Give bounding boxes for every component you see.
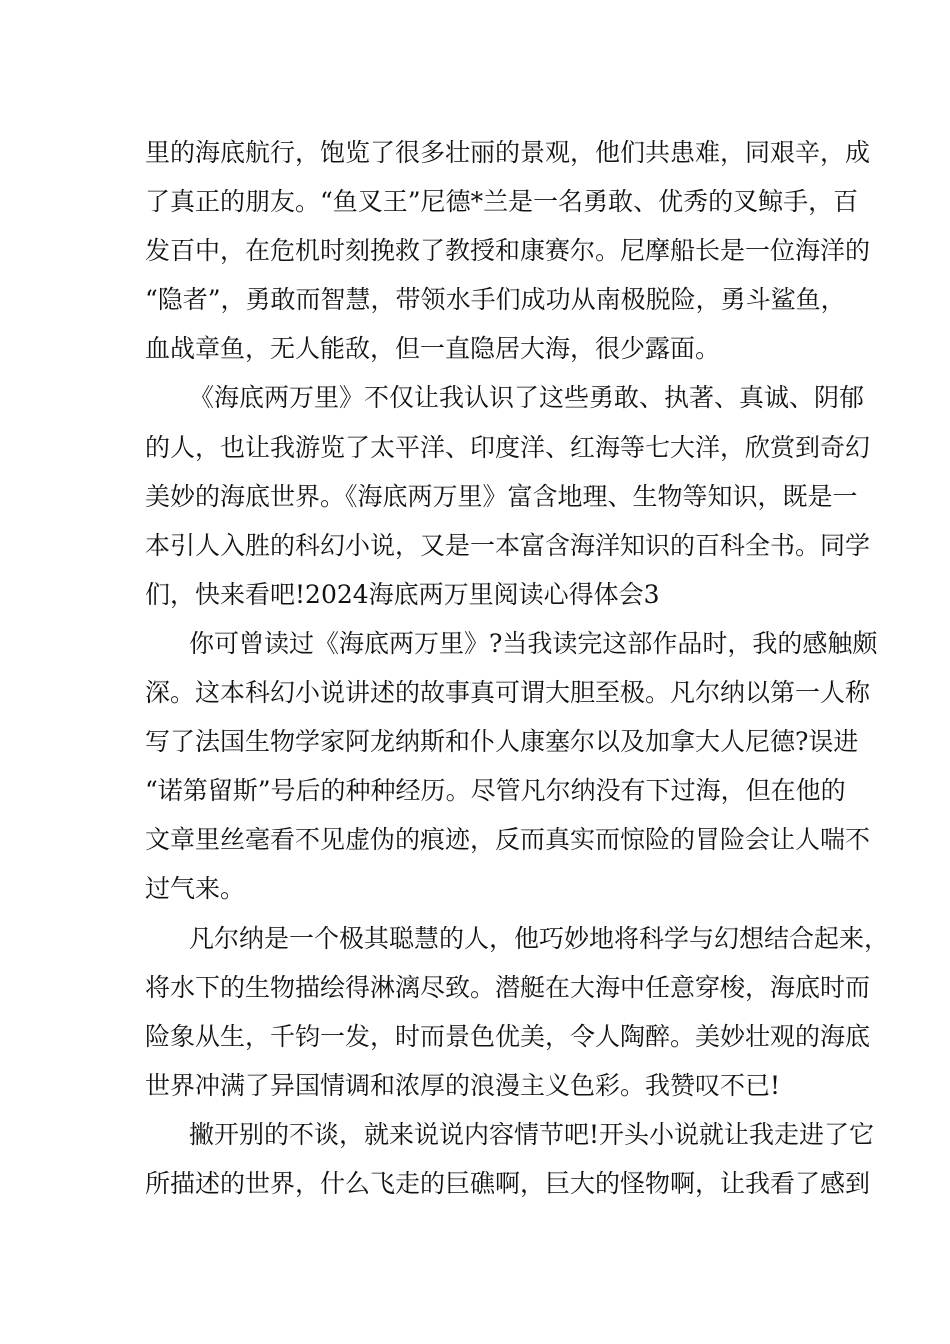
text-line: 文章里丝毫看不见虚伪的痕迹，反而真实而惊险的冒险会让人喘不 <box>145 825 871 855</box>
text-line: 的人，也让我游览了太平洋、印度洋、红海等七大洋，欣赏到奇幻 <box>145 432 871 462</box>
text-line: 险象从生，千钧一发，时而景色优美，令人陶醉。美妙壮观的海底 <box>145 1021 871 1051</box>
text-line: 过气来。 <box>145 874 246 904</box>
text-line: 了真正的朋友。“鱼叉王”尼德*兰是一名勇敢、优秀的叉鲸手，百 <box>145 187 859 217</box>
text-line: 深。这本科幻小说讲述的故事真可谓大胆至极。凡尔纳以第一人称 <box>145 678 871 708</box>
text-line: 所描述的世界，什么飞走的巨礁啊，巨大的怪物啊，让我看了感到 <box>145 1168 871 1198</box>
paragraph-start-line: 撇开别的不谈，就来说说内容情节吧!开头小说就让我走进了它 <box>189 1119 875 1149</box>
text-line: 写了法国生物学家阿龙纳斯和仆人康塞尔以及加拿大人尼德?误进 <box>145 727 859 757</box>
text-line: 们，快来看吧!2024海底两万里阅读心得体会3 <box>145 579 660 609</box>
text-line: 世界冲满了异国情调和浓厚的浪漫主义色彩。我赞叹不已! <box>145 1070 781 1100</box>
paragraph-start-line: 凡尔纳是一个极其聪慧的人，他巧妙地将科学与幻想结合起来， <box>189 923 890 953</box>
text-line: 里的海底航行，饱览了很多壮丽的景观，他们共患难，同艰辛，成 <box>145 138 871 167</box>
text-line: “隐者”，勇敢而智慧，带领水手们成功从南极脱险，勇斗鲨鱼， <box>145 285 846 315</box>
paragraph-start-line: 《海底两万里》不仅让我认识了这些勇敢、执著、真诚、阴郁 <box>189 383 865 413</box>
text-line: 发百中，在危机时刻挽救了教授和康赛尔。尼摩船长是一位海洋的 <box>145 236 871 266</box>
text-line: 美妙的海底世界。《海底两万里》富含地理、生物等知识，既是一 <box>145 481 858 511</box>
document-body <box>145 128 890 1208</box>
text-line: 血战章鱼，无人能敌，但一直隐居大海，很少露面。 <box>145 334 721 364</box>
paragraph-start-line: 你可曾读过《海底两万里》?当我读完这部作品时，我的感触颇 <box>189 628 878 658</box>
text-line: 本引人入胜的科幻小说，又是一本富含海洋知识的百科全书。同学 <box>145 530 871 560</box>
text-line: “诺第留斯”号后的种种经历。尽管凡尔纳没有下过海，但在他的 <box>145 776 846 806</box>
text-line: 将水下的生物描绘得淋漓尽致。潜艇在大海中任意穿梭，海底时而 <box>145 972 871 1002</box>
